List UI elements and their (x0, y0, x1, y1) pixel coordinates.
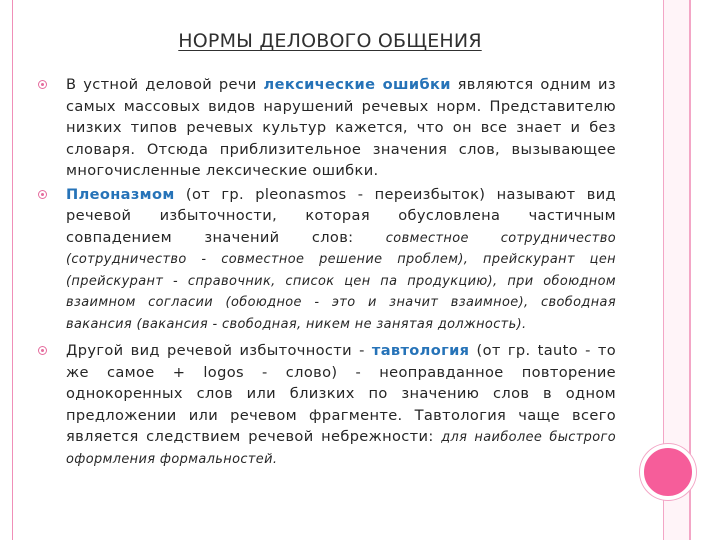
example-text: совместное сотрудничество (сотрудничество - совместное решение проблем), прейскурант цен (прейскурант - справочник, список цен па продукцию), при обоюдном взаимном согласии (обоюдное - это и значит взаимное), свободная вакансия (вакансия - свободная, никем не занятая должность). (66, 230, 616, 332)
paragraph-lexical-errors (38, 74, 616, 182)
circle-bullet-icon (38, 80, 47, 89)
left-decor-line (12, 0, 13, 540)
keyword-term: лексические ошибки (263, 76, 451, 93)
example-text: для наиболее быстрого оформления формальностей. (66, 430, 616, 467)
page-title: НОРМЫ ДЕЛОВОГО ОБЩЕНИЯ (178, 30, 482, 52)
paragraph-text: являются одним из самых массовых видов нарушений речевых норм. Представителю низких типов речевых культур кажется, что он все знает и без словаря. Отсюда приблизительное значения слов, вызывающее многочисленные лексические ошибки. (66, 76, 616, 179)
circle-bullet-icon (38, 346, 47, 355)
paragraph-text: (от гр. pleonasmos - переизбыток) называют вид речевой избыточности, которая обусловлена частичным совпадением значений слов: (66, 185, 616, 246)
paragraph-text: В устной деловой речи (66, 76, 264, 93)
paragraph-tautology (38, 340, 616, 469)
paragraph-text: (от гр. tauto - то же самое + logos - слово) - неоправданное повторение однокоренных слов или близких по значению слов в одном предложении или речевом фрагменте. Тавтология чаще всего является следствием речевой небрежности: (66, 342, 616, 445)
keyword-term: Плеоназмом (66, 185, 175, 203)
paragraph-text: Другой вид речевой избыточности - (66, 342, 372, 359)
slide-content (38, 74, 616, 469)
keyword-term: тавтология (371, 342, 470, 359)
paragraph-pleonasm (38, 184, 616, 335)
circle-bullet-icon (38, 190, 47, 199)
decor-circle (640, 444, 696, 500)
